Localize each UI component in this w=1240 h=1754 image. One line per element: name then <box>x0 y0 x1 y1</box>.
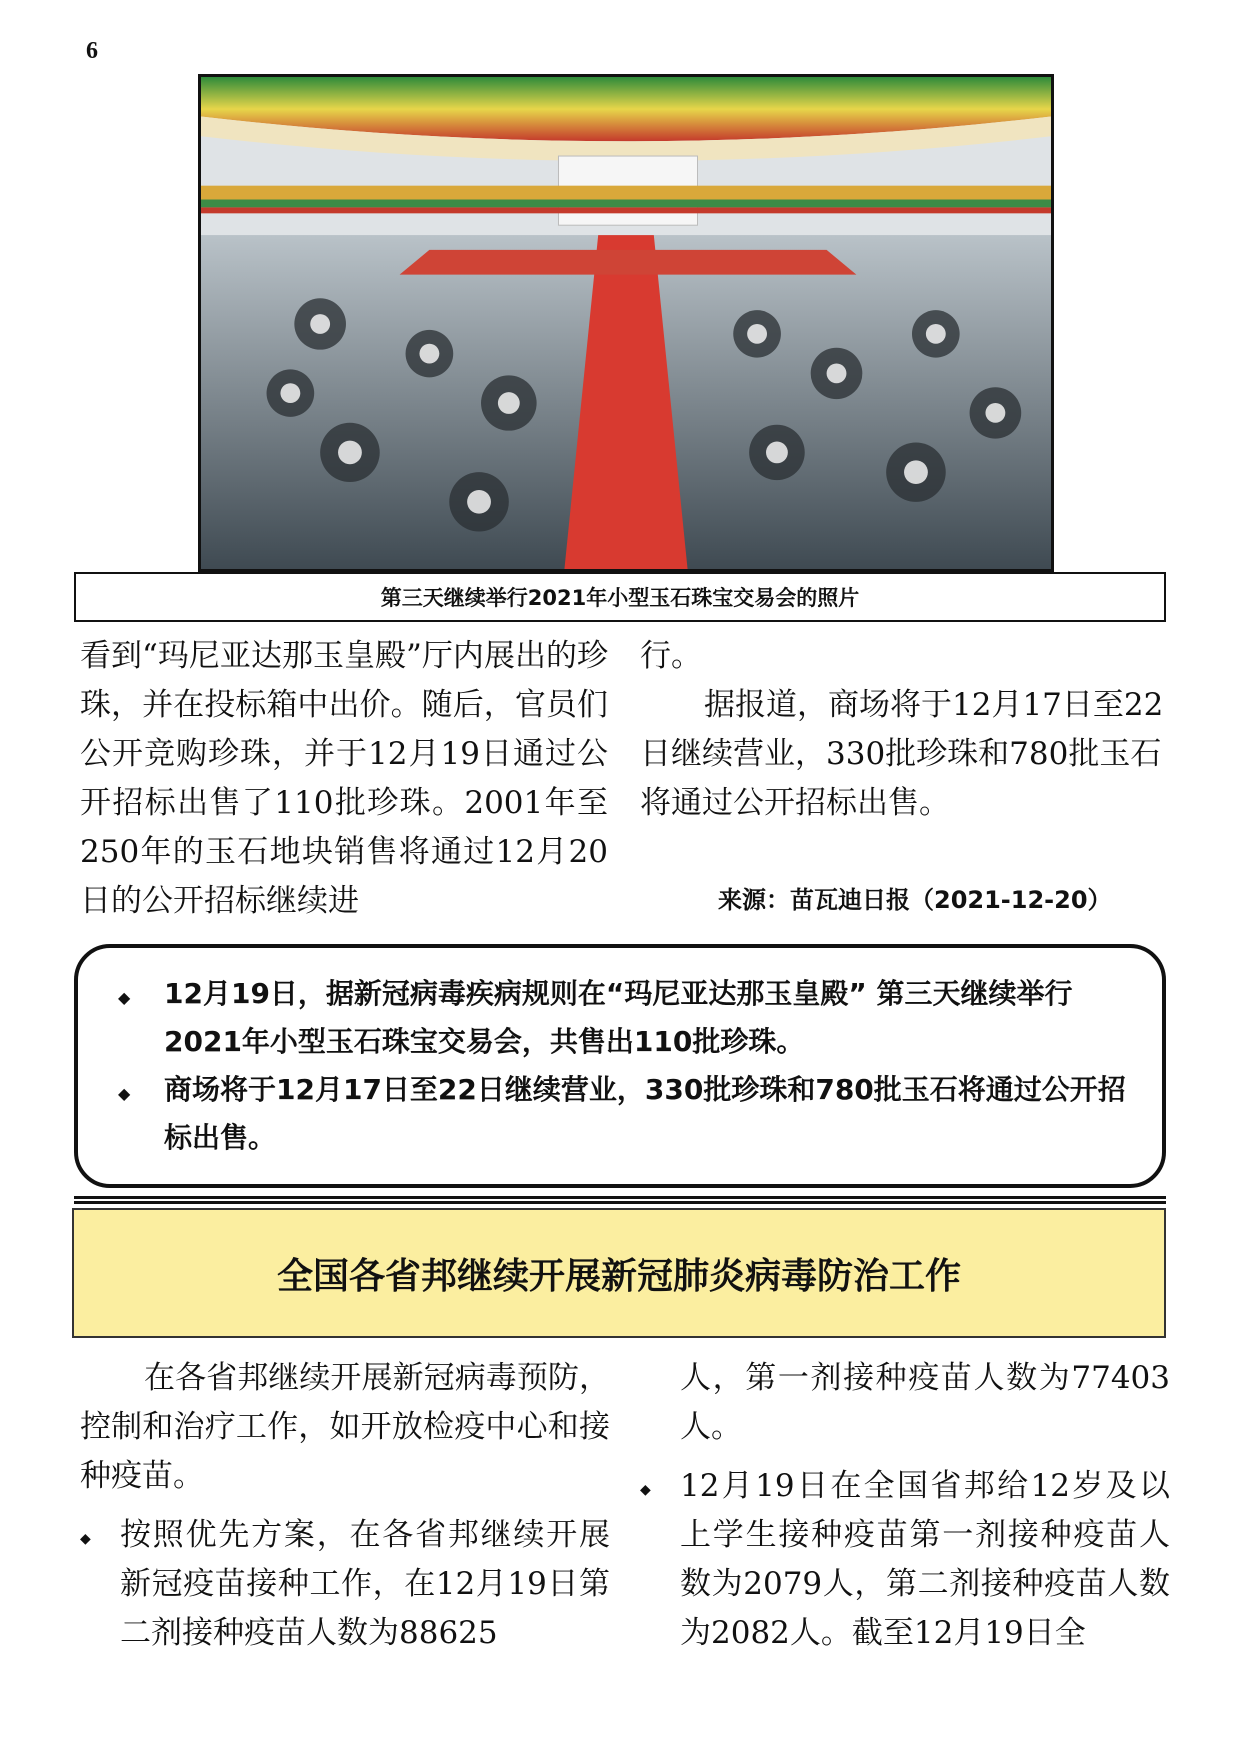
section-divider <box>74 1201 1166 1204</box>
article-right-column <box>640 632 1170 828</box>
section-intro: 在各省邦继续开展新冠病毒预防，控制和治疗工作，如开放检疫中心和接种疫苗。 <box>80 1360 610 1494</box>
article-source: 来源：苗瓦迪日报（2021-12-20） <box>718 886 1112 914</box>
summary-item-text: 商场将于12月17日至22日继续营业，330批珍珠和780批玉石将通过公开招标出售。 <box>164 1073 1126 1154</box>
summary-item <box>118 1066 1140 1162</box>
diamond-bullet-icon: ◆ <box>118 1084 131 1103</box>
article-left-text: 看到“玛尼亚达那玉皇殿”厅内展出的珍珠，并在投标箱中出价。随后，官员们公开竞购珍珠，并于12月19日通过公开招标出售了110批珍珠。2001年至250年的玉石地块销售将通过12月20日的公开招标继续进 <box>80 638 608 919</box>
article-left-column <box>80 632 608 926</box>
bullet-continuation: 人，第一剂接种疫苗人数为77403人。 <box>680 1360 1170 1445</box>
photo-caption: 第三天继续举行2021年小型玉石珠宝交易会的照片 <box>74 572 1166 622</box>
bullet-text: 按照优先方案，在各省邦继续开展新冠疫苗接种工作，在12月19日第二剂接种疫苗人数为88625 <box>120 1517 610 1651</box>
section-left-column <box>80 1354 610 1658</box>
bullet-text: 12月19日在全国省邦给12岁及以上学生接种疫苗第一剂接种疫苗人数为2079人，第二剂接种疫苗人数为2082人。截至12月19日全 <box>680 1468 1170 1651</box>
section-right-column <box>640 1354 1170 1658</box>
section-divider <box>74 1196 1166 1199</box>
bullet-item <box>80 1511 610 1658</box>
jade-fair-photo <box>198 74 1054 572</box>
bullet-item <box>640 1462 1170 1658</box>
summary-item-text: 12月19日，据新冠病毒疾病规则在“玛尼亚达那玉皇殿” 第三天继续举行2021年小型玉石珠宝交易会，共售出110批珍珠。 <box>164 977 1073 1058</box>
diamond-bullet-icon: ◆ <box>640 1482 651 1498</box>
summary-box <box>74 944 1166 1188</box>
page-number: 6 <box>86 38 98 64</box>
diamond-bullet-icon: ◆ <box>80 1531 91 1547</box>
summary-item <box>118 970 1140 1066</box>
article-continuation: 行。 <box>640 638 702 674</box>
jade-fair-hall-image <box>201 77 1051 569</box>
diamond-bullet-icon: ◆ <box>118 988 131 1007</box>
section-title: 全国各省邦继续开展新冠肺炎病毒防治工作 <box>72 1208 1166 1338</box>
article-paragraph: 据报道，商场将于12月17日至22日继续营业，330批珍珠和780批玉石将通过公开招标出售。 <box>640 687 1164 821</box>
